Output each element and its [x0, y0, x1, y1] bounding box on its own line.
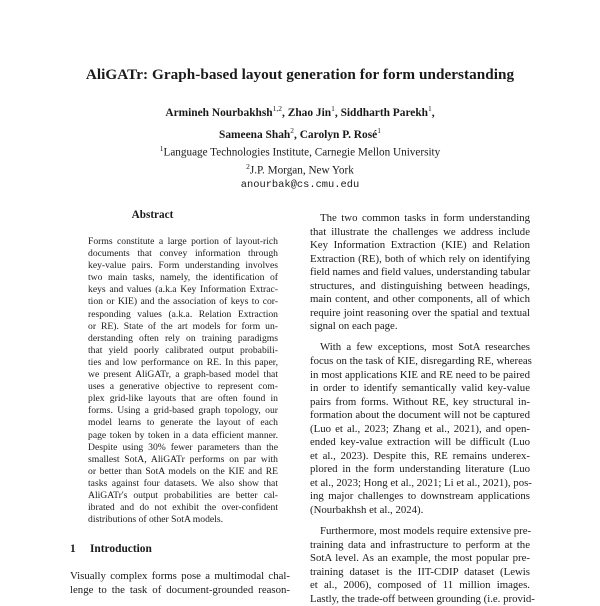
paragraph-line: formation about the document will not be captured — [310, 409, 530, 422]
paper-title: AliGATr: Graph-based layout generation for form understanding — [85, 66, 515, 83]
abstract-line: or RE). State of the art models for form un- — [88, 320, 278, 332]
paragraph-line: SotA level. As an example, the most popular pre- — [310, 552, 530, 565]
paragraph-line: plored in the form understanding literature (Luo — [310, 463, 530, 476]
author-affiliation-mark: 1 — [428, 104, 432, 113]
author-email: anourbak@cs.cmu.edu — [240, 178, 360, 191]
affiliation-line: $^2$J.P. Morgan, New York — [246, 161, 354, 177]
paragraph-line: that illustrate the challenges we address include — [310, 225, 530, 238]
intro-line: lenge to the task of document-grounded reason- — [70, 583, 290, 596]
abstract-line: Forms constitute a large portion of layout-rich — [88, 236, 278, 247]
section-title: Introduction — [90, 543, 152, 555]
abstract-line: derstanding often rely on training paradigms — [88, 332, 278, 344]
paragraph-line: et al., 2023; Hong et al., 2021; Li et al., 2021), pos- — [310, 476, 532, 489]
paragraph-line: pairs from forms. Without RE, key structural in- — [310, 395, 530, 408]
paragraph-line: Furthermore, most models require extensive pre- — [320, 525, 532, 538]
abstract-line: keys and values (a.k.a Key Information Extrac- — [88, 284, 278, 296]
paragraph-line: require joint reasoning over the spatial and textual — [310, 306, 530, 319]
abstract-line: page token by token in a data efficient manner. — [88, 429, 278, 441]
abstract-line: model learns to generate the layout of each — [88, 417, 278, 429]
paragraph-line: focus on the task of KIE, disregarding RE, whereas — [310, 354, 532, 367]
author-name: Sameena Shah — [219, 128, 291, 141]
author-line-2: Sameena Shah$^2$, Carolyn P. Rosé$^1$ — [219, 125, 381, 141]
abstract-line: documents that convey information through — [88, 248, 278, 260]
author-affiliation-mark: 1 — [331, 104, 335, 113]
paragraph-line: (Luo et al., 2023; Zhang et al., 2021), and open- — [310, 422, 530, 435]
paragraph-line: et al., 2023). Despite this, RE remains underex- — [310, 449, 530, 462]
paragraph-line: et al., 2006), composed of 11 million images. — [310, 579, 530, 592]
abstract-line: uses a generative objective to represent com- — [88, 381, 278, 393]
abstract-line: that yield poorly calibrated output probabili- — [88, 344, 278, 356]
paragraph-line: With a few exceptions, most SotA researches — [320, 341, 530, 354]
paragraph-line: (Nourbakhsh et al., 2024). — [310, 503, 424, 516]
paragraph-line: Key Information Extraction (KIE) and Relation — [310, 239, 530, 252]
author-name: Zhao Jin — [287, 106, 332, 119]
abstract-line: or better than SotA models on the KIE and RE — [88, 465, 278, 477]
author-name: Siddharth Parekh — [340, 106, 429, 119]
abstract-line: plex grid-like layouts that are often found in — [88, 393, 278, 405]
intro-line: Visually complex forms pose a multimodal chal- — [70, 570, 290, 582]
paragraph-line: training dataset is the IIT-CDIP dataset (Lewis — [310, 565, 530, 578]
author-line-1: Armineh Nourbakhsh$^{1,2}$, Zhao Jin$^1$, Siddharth Parekh$^1$, — [165, 104, 435, 119]
author-affiliation-mark: 2 — [290, 125, 294, 135]
abstract-line: Despite using 30% fewer parameters than the — [88, 441, 278, 453]
paragraph-line: ended key-value extraction will be difficult (Luo — [310, 436, 530, 449]
abstract-line: we present AliGATr, a graph-based model that — [88, 369, 278, 381]
author-name: Carolyn P. Rosé — [299, 128, 378, 141]
abstract-line: tasks against four datasets. We also show that — [88, 477, 278, 489]
paragraph — [310, 525, 535, 606]
paragraph — [310, 212, 530, 334]
abstract-heading: Abstract — [131, 209, 174, 221]
right-column-text — [310, 212, 535, 606]
paragraph-line: main content, and other components, all of which — [310, 293, 530, 306]
paragraph-line: training data and infrastructure to perform at the — [310, 538, 530, 551]
author-affiliation-mark: 1,2 — [272, 104, 283, 113]
section-number: 1 — [70, 543, 76, 555]
paragraph — [310, 341, 530, 517]
abstract-line: AliGATr's output probabilities are better cal- — [88, 489, 278, 501]
paragraph-line: in order to identify semantically valid key-value — [310, 382, 530, 395]
paragraph-line: The two common tasks in form understanding — [320, 212, 530, 224]
paragraph-line: structures, and distinguishing between headings, — [310, 279, 530, 292]
author-affiliation-mark: 1 — [377, 125, 381, 135]
paragraph-line: ing major challenges to downstream applications — [310, 490, 530, 503]
affiliations — [0, 142, 600, 192]
abstract-line: distributions of other SotA models. — [88, 514, 224, 526]
author-name: Armineh Nourbakhsh — [165, 106, 273, 119]
abstract-line: smallest SotA, AliGATr performs on par with — [88, 453, 278, 465]
abstract-line: ibrated and do not exhibit the over-confident — [88, 502, 278, 514]
abstract-line: ties and low performance on RE. In this paper, — [88, 356, 278, 368]
paragraph-line: Extraction (RE), both of which rely on identifying — [310, 252, 530, 265]
abstract-body — [88, 236, 278, 526]
abstract-line: responding values (a.k.a. Relation Extraction — [88, 308, 278, 320]
paragraph-line: Lastly, the trade-off between grounding (i.e. provid- — [310, 592, 535, 605]
author-list — [0, 100, 600, 144]
section-heading — [70, 543, 152, 555]
paragraph-line: field names and field values, understanding tabular — [310, 266, 531, 279]
paragraph-line: signal on each page. — [310, 320, 398, 333]
abstract-line: key-value pairs. Form understanding involves — [88, 260, 278, 272]
affiliation-line: $^1$Language Technologies Institute, Carnegie Mellon University — [159, 144, 441, 159]
paragraph-line: in most applications KIE and RE need to be paired — [310, 368, 530, 381]
intro-paragraph — [70, 570, 290, 597]
abstract-line: forms. Using a grid-based graph topology, our — [88, 405, 278, 417]
abstract-line: two main tasks, namely, the identification of — [88, 272, 278, 284]
abstract-line: tion or KIE) and the association of keys to cor- — [88, 296, 278, 308]
